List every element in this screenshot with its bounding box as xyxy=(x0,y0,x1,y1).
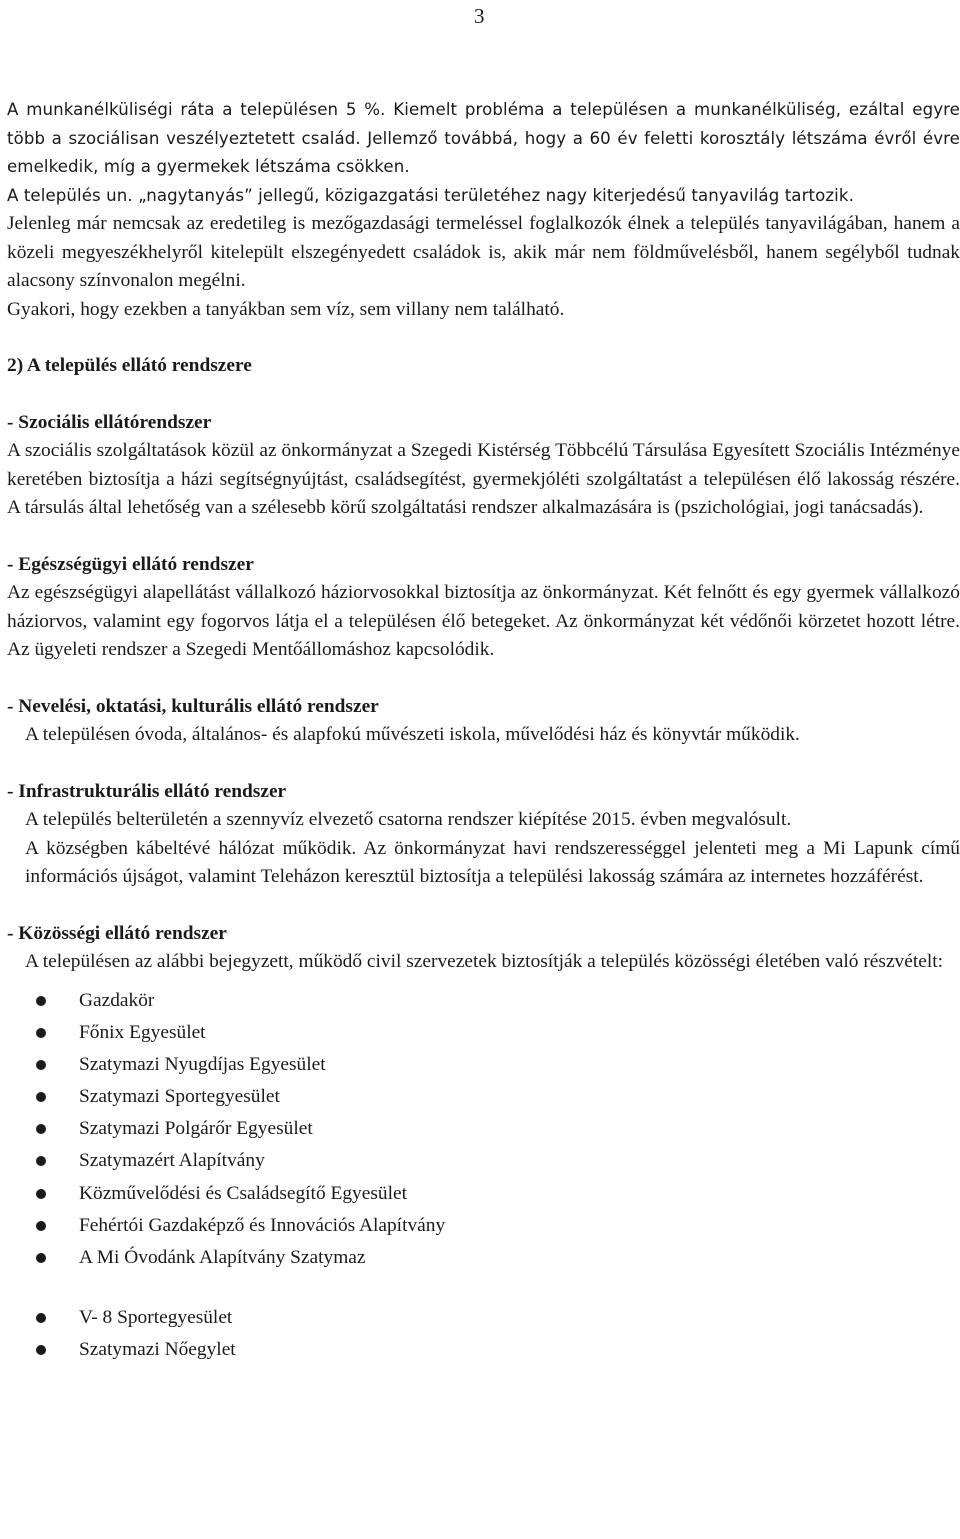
health-text: Az egészségügyi alapellátást vállalkozó háziorvosokkal biztosítja az önkormányzat. Két felnőtt és egy gyermek vállalkozó háziorvos, valamint egy fogorvos látja el a településen élő betegeket. Az önkormányzat két védőnői körzetet hozott létre. Az ügyeleti rendszer a Szegedi Mentőállomáshoz kapcsolódik. xyxy=(7,582,960,660)
infra-heading: - Infrastrukturális ellátó rendszer xyxy=(7,780,287,802)
bullet-icon xyxy=(36,1092,46,1102)
education-heading: - Nevelési, oktatási, kulturális ellátó rendszer xyxy=(7,695,379,717)
list-item: V- 8 Sportegyesület xyxy=(7,1302,960,1334)
bullet-icon xyxy=(36,1124,46,1134)
community-text: A településen az alábbi bejegyzett, működő civil szervezetek biztosítják a település közösségi életében való részvételt: xyxy=(25,951,944,972)
bullet-icon xyxy=(36,1221,46,1231)
infra-text-2: A községben kábeltévé hálózat működik. Az önkormányzat havi rendszerességgel jelenteti meg a Mi Lapunk című információs újságot, valamint Teleházon keresztül biztosítja a települési lakosság számára az internetes hozzáférést. xyxy=(25,837,960,887)
list-item: Fehértói Gazdaképző és Innovációs Alapítvány xyxy=(7,1210,960,1242)
community-heading: - Közösségi ellátó rendszer xyxy=(7,922,227,944)
intro-paragraph: Jelenleg már nemcsak az eredetileg is mezőgazdasági termeléssel foglalkozók élnek a település tanyavilágában, hanem a közeli megyeszékhelyről kitelepült elszegényedett családok is, akik már nem földművelésből, hanem segélyből tudnak alacsony színvonalon megélni. xyxy=(7,213,960,291)
list-item: Szatymazi Polgárőr Egyesület xyxy=(7,1113,960,1145)
org-list xyxy=(7,985,960,1367)
education-text: A településen óvoda, általános- és alapfokú művészeti iskola, művelődési ház és könyvtár működik. xyxy=(25,724,800,745)
health-heading: - Egészségügyi ellátó rendszer xyxy=(7,553,254,575)
section-title: 2) A település ellátó rendszere xyxy=(7,355,252,376)
bullet-icon xyxy=(36,1060,46,1070)
bullet-icon xyxy=(36,1156,46,1166)
intro-note: Gyakori, hogy ezekben a tanyákban sem víz, sem villany nem található. xyxy=(7,298,565,320)
list-item: A Mi Óvodánk Alapítvány Szatymaz xyxy=(7,1242,960,1274)
bullet-icon xyxy=(36,1189,46,1199)
document-body xyxy=(7,96,960,1367)
intro-text xyxy=(7,96,960,210)
bullet-icon xyxy=(36,1345,46,1355)
infra-text-1: A település belterületén a szennyvíz elvezető csatorna rendszer kiépítése 2015. évben megvalósult. xyxy=(25,809,792,830)
social-text: A szociális szolgáltatások közül az önkormányzat a Szegedi Kistérség Többcélú Társulása Egyesített Szociális Intézménye keretében biztosítja a házi segítségnyújtást, családsegítést, gyermekjóléti szolgáltatást a településen élő lakosság részére. A társulás által lehetőség van a szélesebb körű szolgáltatási rendszer alkalmazására is (pszichológiai, jogi tanácsadás). xyxy=(7,440,960,518)
bullet-icon xyxy=(36,1028,46,1038)
list-item: Szatymazért Alapítvány xyxy=(7,1145,960,1177)
bullet-icon xyxy=(36,996,46,1006)
list-item: Gazdakör xyxy=(7,985,960,1017)
list-item: Szatymazi Nyugdíjas Egyesület xyxy=(7,1049,960,1081)
bullet-icon xyxy=(36,1253,46,1263)
list-item: Szatymazi Nőegylet xyxy=(7,1334,960,1366)
page-number: 3 xyxy=(474,4,485,28)
intro-line-2: A település un. „nagytanyás” jellegű, közigazgatási területéhez nagy kiterjedésű tanyavilág tartozik. xyxy=(7,185,854,205)
list-item: Közművelődési és Családsegítő Egyesület xyxy=(7,1178,960,1210)
intro-line-1: A munkanélküliségi ráta a településen 5 %. Kiemelt probléma a településen a munkanélküliség, ezáltal egyre több a szociálisan veszélyeztetett család. Jellemző továbbá, hogy a 60 év feletti korosztály létszáma évről évre emelkedik, míg a gyermekek létszáma csökken. xyxy=(7,100,960,176)
social-heading: - Szociális ellátórendszer xyxy=(7,411,212,433)
list-item: Szatymazi Sportegyesület xyxy=(7,1081,960,1113)
bullet-icon xyxy=(36,1313,46,1323)
list-item: Főnix Egyesület xyxy=(7,1017,960,1049)
